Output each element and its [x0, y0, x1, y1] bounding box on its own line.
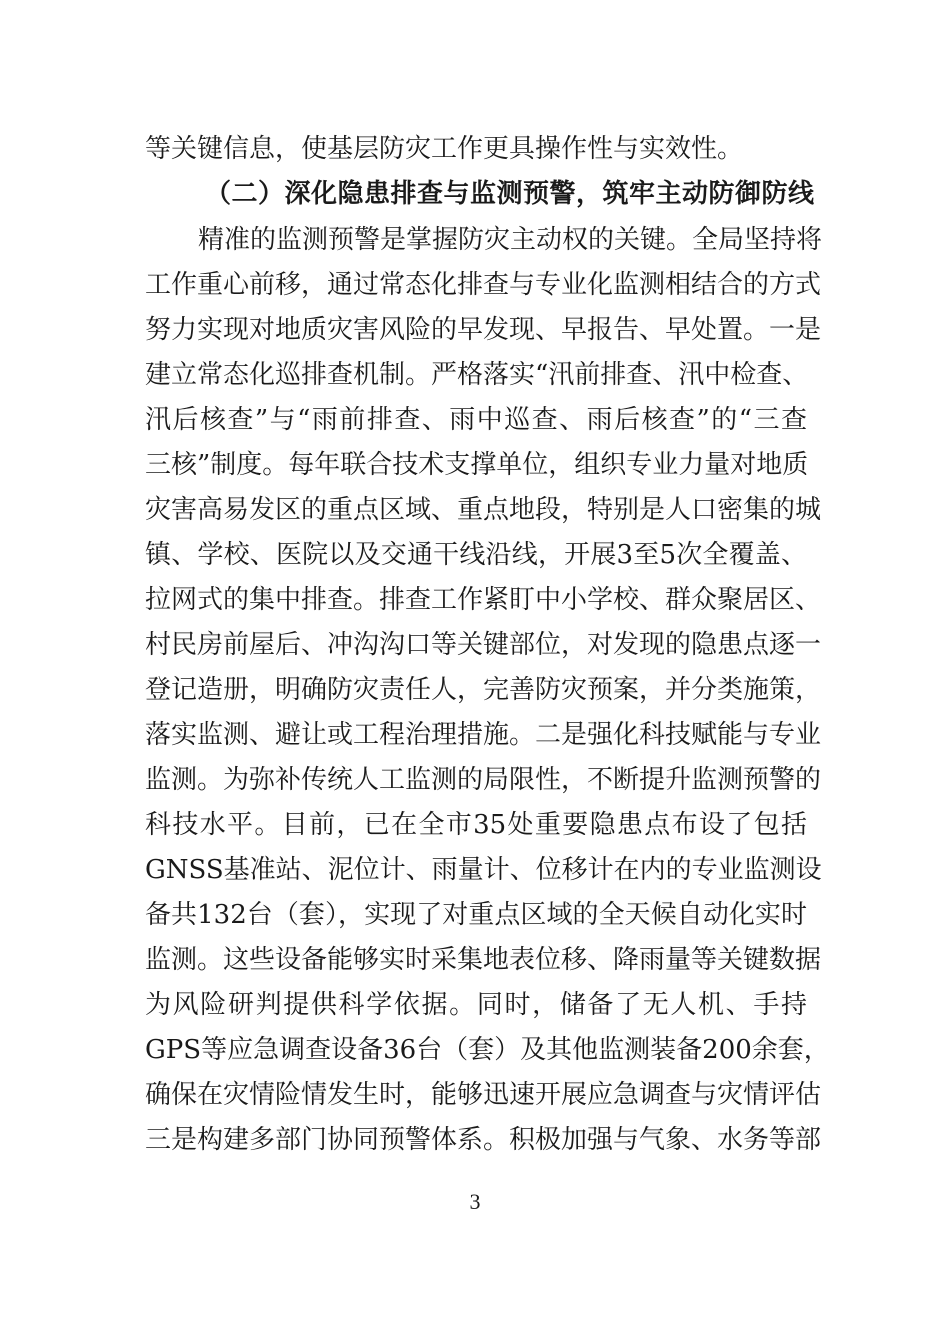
body-text-line: 为风险研判提供科学依据。同时，储备了无人机、手持	[145, 990, 807, 1020]
body-text-line: GNSS基准站、泥位计、雨量计、位移计在内的专业监测设	[145, 855, 822, 885]
body-text-line: GPS等应急调查设备36台（套）及其他监测装备200余套，	[145, 1035, 830, 1065]
body-text-line: 村民房前屋后、冲沟沟口等关键部位，对发现的隐患点逐一	[145, 630, 822, 660]
body-text-line: 落实监测、避让或工程治理措施。二是强化科技赋能与专业	[145, 720, 822, 750]
body-text-line: 汛后核查”与“雨前排查、雨中巡查、雨后核查”的“三查	[145, 405, 807, 435]
body-text-line: 工作重心前移，通过常态化排查与专业化监测相结合的方式	[145, 270, 822, 300]
page-number: 3	[469, 1189, 481, 1214]
body-text-line: 建立常态化巡排查机制。严格落实“汛前排查、汛中检查、	[145, 360, 809, 390]
body-text-line: 灾害高易发区的重点区域、重点地段，特别是人口密集的城	[145, 495, 822, 525]
body-text-line: 精准的监测预警是掌握防灾主动权的关键。全局坚持将	[198, 225, 823, 255]
section-heading: （二）深化隐患排查与监测预警，筑牢主动防御防线	[205, 179, 815, 209]
body-text-line: 拉网式的集中排查。排查工作紧盯中小学校、群众聚居区、	[145, 585, 822, 615]
body-text-line: 监测。这些设备能够实时采集地表位移、降雨量等关键数据	[145, 945, 822, 975]
body-text-line: 监测。为弥补传统人工监测的局限性，不断提升监测预警的	[145, 765, 822, 795]
body-text-line: 三是构建多部门协同预警体系。积极加强与气象、水务等部	[145, 1125, 822, 1155]
body-text-line: 镇、学校、医院以及交通干线沿线，开展3至5次全覆盖、	[145, 540, 807, 570]
body-text-line: 三核”制度。每年联合技术支撑单位，组织专业力量对地质	[145, 450, 809, 480]
body-text-line: 登记造册，明确防灾责任人，完善防灾预案，并分类施策，	[145, 675, 822, 705]
body-text-line: 等关键信息，使基层防灾工作更具操作性与实效性。	[145, 134, 744, 164]
body-text-line: 确保在灾情险情发生时，能够迅速开展应急调查与灾情评估	[145, 1080, 822, 1110]
body-text-line: 备共132台（套），实现了对重点区域的全天候自动化实时	[145, 900, 807, 930]
body-text-line: 努力实现对地质灾害风险的早发现、早报告、早处置。一是	[145, 315, 822, 345]
body-text-line: 科技水平。目前，已在全市35处重要隐患点布设了包括	[145, 810, 807, 840]
